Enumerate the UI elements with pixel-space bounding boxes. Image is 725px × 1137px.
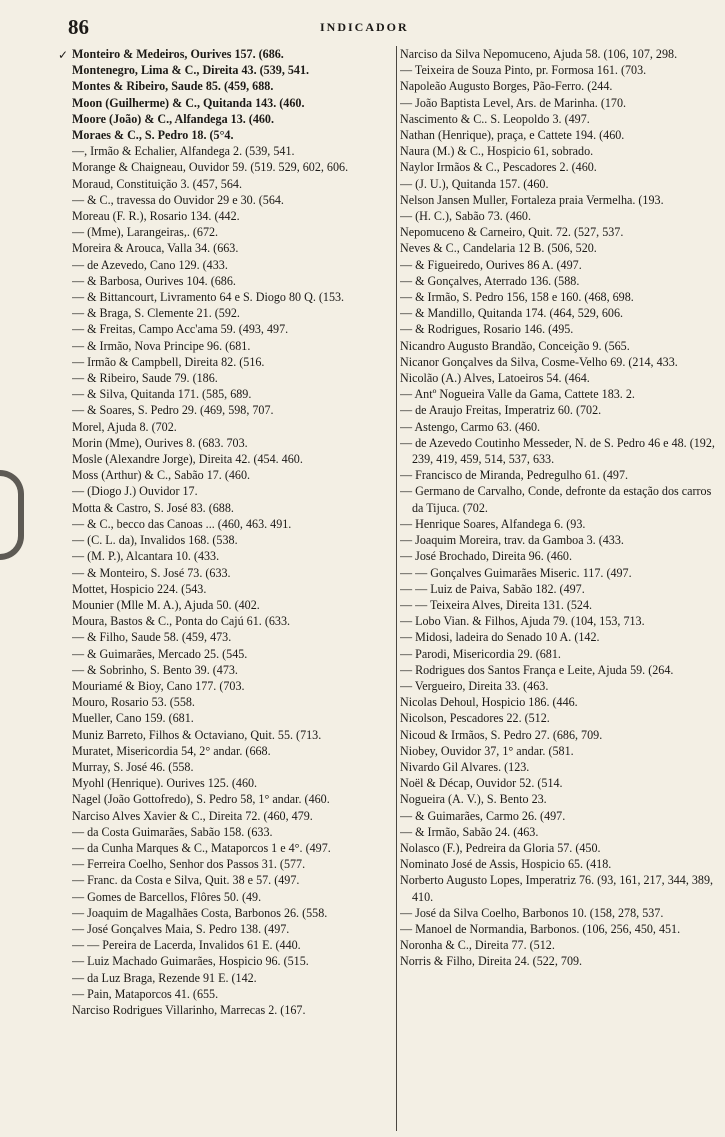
directory-entry: Moreira & Arouca, Valla 34. (663. [72,241,239,256]
directory-entry: — & Guimarães, Carmo 26. (497. [400,808,566,823]
directory-entry: — da Costa Guimarães, Sabão 158. (633. [72,824,273,839]
directory-entry: — & Monteiro, S. José 73. (633. [72,565,231,580]
directory-entry: Neves & C., Candelaria 12 B. (506, 520. [400,241,597,256]
directory-entry: Montenegro, Lima & C., Direita 43. (539, 541. [72,63,310,78]
directory-entry: Nicanor Gonçalves da Silva, Cosme-Velho 69. (214, 433. [400,354,678,369]
directory-column-left [72,46,394,1131]
directory-entry: — Luiz Machado Guimarães, Hospicio 96. (515. [72,954,309,969]
directory-entry: — & C., becco das Canoas ... (460, 463. 491. [72,516,292,531]
directory-entry: — Parodi, Misericordia 29. (681. [400,646,561,661]
directory-entry: Muniz Barreto, Filhos & Octaviano, Quit. 55. (713. [72,727,322,742]
directory-entry: Nivardo Gil Alvares. (123. [400,759,530,774]
directory-entry: — Midosi, ladeira do Senado 10 A. (142. [400,630,600,645]
directory-entry: Monteiro & Medeiros, Ourives 157. (686. [72,47,284,61]
directory-entry: Narciso Alves Xavier & C., Direita 72. (460, 479. [72,808,313,823]
directory-entry: — Manoel de Normandia, Barbonos. (106, 256, 450, 451. [400,921,681,936]
directory-entry: — José da Silva Coelho, Barbonos 10. (158, 278, 537. [400,905,664,920]
directory-entry: Moreau (F. R.), Rosario 134. (442. [72,209,240,224]
directory-entry: — Joaquim Moreira, trav. da Gamboa 3. (433. [400,533,624,548]
page-edge-blot [0,470,24,560]
directory-entry: — & Sobrinho, S. Bento 39. (473. [72,662,238,677]
directory-entry: Noël & Décap, Ouvidor 52. (514. [400,776,563,791]
directory-entry: Mouro, Rosario 53. (558. [72,695,195,710]
directory-entry: Mouriamé & Bioy, Cano 177. (703. [72,678,245,693]
directory-entry: — & Gonçalves, Aterrado 136. (588. [400,273,580,288]
directory-entry: — & Barbosa, Ourives 104. (686. [72,273,236,288]
directory-entry: Moore (João) & C., Alfandega 13. (460. [72,111,274,126]
directory-entry: — João Baptista Level, Ars. de Marinha. (170. [400,95,627,110]
directory-entry: Nelson Jansen Muller, Fortaleza praia Vermelha. (193. [400,192,664,207]
directory-entry: — da Luz Braga, Rezende 91 E. (142. [72,970,257,985]
directory-entry: Morel, Ajuda 8. (702. [72,419,177,434]
directory-entry: — da Cunha Marques & C., Mataporcos 1 e 4°. (497. [72,840,331,855]
directory-entry: Narciso da Silva Nepomuceno, Ajuda 58. (106, 107, 298. [400,47,678,61]
directory-entry: Nicolson, Pescadores 22. (512. [400,711,550,726]
directory-entry: — & Bittancourt, Livramento 64 e S. Diogo 80 Q. (153. [72,290,345,305]
page-header [0,14,725,40]
directory-entry: Nicandro Augusto Brandão, Conceição 9. (565. [400,338,630,353]
directory-entry: — & Mandillo, Quitanda 174. (464, 529, 606. [400,306,624,321]
directory-entry: — Antº Nogueira Valle da Gama, Cattete 183. 2. [400,387,635,402]
directory-entry: — de Azevedo Coutinho Messeder, N. de S. Pedro 46 e 48. (192, 239, 419, 459, 514, 537, 633. [400,435,715,467]
directory-entry: — & Irmão, S. Pedro 156, 158 e 160. (468, 698. [400,290,634,305]
directory-entry: Norris & Filho, Direita 24. (522, 709. [400,954,583,969]
directory-entry: Mounier (Mlle M. A.), Ajuda 50. (402. [72,597,260,612]
directory-entry: — Franc. da Costa e Silva, Quit. 38 e 57. (497. [72,873,300,888]
directory-entry: — & Braga, S. Clemente 21. (592. [72,306,240,321]
column-divider [396,46,397,1131]
directory-entry: — Lobo Vian. & Filhos, Ajuda 79. (104, 153, 713. [400,614,645,629]
directory-entry: — & Irmão, Nova Principe 96. (681. [72,338,251,353]
margin-tick-mark: ✓ [58,48,69,62]
directory-entry: Norberto Augusto Lopes, Imperatriz 76. (93, 161, 217, 344, 389, 410. [400,873,714,904]
directory-entry: — & Figueiredo, Ourives 86 A. (497. [400,257,582,272]
directory-entry: — José Brochado, Direita 96. (460. [400,549,572,564]
directory-entry: — José Gonçalves Maia, S. Pedro 138. (497. [72,921,290,936]
directory-entry: Mosle (Alexandre Jorge), Direita 42. (454. 460. [72,452,303,467]
directory-entry: — (C. L. da), Invalidos 168. (538. [72,533,238,548]
directory-entry: Nepomuceno & Carneiro, Quit. 72. (527, 537. [400,225,624,240]
directory-entry: Naura (M.) & C., Hospicio 61, sobrado. [400,144,594,159]
directory-entry: — Rodrigues dos Santos França e Leite, Ajuda 59. (264. [400,662,674,677]
directory-entry: — Gomes de Barcellos, Flôres 50. (49. [72,889,262,904]
directory-entry: — & Silva, Quitanda 171. (585, 689. [72,387,252,402]
directory-entry: Motta & Castro, S. José 83. (688. [72,500,234,515]
directory-entry: Nicoud & Irmãos, S. Pedro 27. (686, 709. [400,727,603,742]
directory-entry: Nicolas Dehoul, Hospicio 186. (446. [400,695,578,710]
directory-entry: Nolasco (F.), Pedreira da Gloria 57. (450. [400,840,601,855]
page-number: 86 [68,15,89,39]
directory-entry: — & Rodrigues, Rosario 146. (495. [400,322,574,337]
directory-entry: — Ferreira Coelho, Senhor dos Passos 31. (577. [72,857,306,872]
directory-entry: — (Mme), Larangeiras,. (672. [72,225,219,240]
directory-entry: — Teixeira de Souza Pinto, pr. Formosa 161. (703. [400,63,647,78]
running-title: INDICADOR [320,20,409,34]
directory-entry: Moraud, Constituição 3. (457, 564. [72,176,242,191]
directory-entry: Muratet, Misericordia 54, 2° andar. (668. [72,743,271,758]
directory-entry: — & Irmão, Sabão 24. (463. [400,824,539,839]
directory-entry: Niobey, Ouvidor 37, 1° andar. (581. [400,743,574,758]
directory-entry: Morange & Chaigneau, Ouvidor 59. (519. 529, 602, 606. [72,160,349,175]
directory-entry: — & Freitas, Campo Acc'ama 59. (493, 497. [72,322,289,337]
directory-entry: — & Filho, Saude 58. (459, 473. [72,630,232,645]
directory-entry: — — Gonçalves Guimarães Miseric. 117. (497. [400,565,632,580]
directory-entry: Montes & Ribeiro, Saude 85. (459, 688. [72,79,274,94]
directory-entry: Nominato José de Assis, Hospicio 65. (418. [400,857,612,872]
directory-entry: — Germano de Carvalho, Conde, defronte da estação dos carros da Tijuca. (702. [400,484,712,515]
directory-entry: Moon (Guilherme) & C., Quitanda 143. (460. [72,95,305,110]
directory-entry: Mottet, Hospicio 224. (543. [72,581,207,596]
directory-entry: Moss (Arthur) & C., Sabão 17. (460. [72,468,251,483]
directory-entry: Nagel (João Gottofredo), S. Pedro 58, 1° andar. (460. [72,792,330,807]
directory-entry: Narciso Rodrigues Villarinho, Marrecas 2. (167. [72,1002,306,1017]
directory-entry: — de Araujo Freitas, Imperatriz 60. (702. [400,403,602,418]
directory-entry: Nathan (Henrique), praça, e Cattete 194. (460. [400,128,625,143]
directory-entry: — & Ribeiro, Saude 79. (186. [72,371,218,386]
directory-entry: — (J. U.), Quitanda 157. (460. [400,176,549,191]
directory-entry: — (Diogo J.) Ouvidor 17. [72,484,198,499]
directory-entry: — & Guimarães, Mercado 25. (545. [72,646,248,661]
directory-entry: Mueller, Cano 159. (681. [72,711,194,726]
directory-entry: — Pain, Mataporcos 41. (655. [72,986,219,1001]
directory-column-right [400,46,723,1131]
directory-entry: Noronha & C., Direita 77. (512. [400,938,555,953]
directory-entry: — — Luiz de Paiva, Sabão 182. (497. [400,581,585,596]
directory-entry: — (H. C.), Sabão 73. (460. [400,209,531,224]
directory-entry: — Henrique Soares, Alfandega 6. (93. [400,516,586,531]
directory-entry: Myohl (Henrique). Ourives 125. (460. [72,776,258,791]
directory-entry: Nascimento & C.. S. Leopoldo 3. (497. [400,111,590,126]
directory-entry: — Francisco de Miranda, Pedregulho 61. (497. [400,468,629,483]
directory-entry: Nicolão (A.) Alves, Latoeiros 54. (464. [400,371,590,386]
directory-entry: Morin (Mme), Ourives 8. (683. 703. [72,435,248,450]
directory-entry: — — Teixeira Alves, Direita 131. (524. [400,597,593,612]
directory-entry: Nogueira (A. V.), S. Bento 23. [400,792,547,807]
directory-entry: Moura, Bastos & C., Ponta do Cajú 61. (633. [72,614,291,629]
directory-entry: — de Azevedo, Cano 129. (433. [72,257,228,272]
directory-entry: —, Irmão & Echalier, Alfandega 2. (539, 541. [72,144,295,159]
directory-entry: Napoleão Augusto Borges, Pão-Ferro. (244. [400,79,613,94]
directory-entry: — Vergueiro, Direita 33. (463. [400,678,549,693]
directory-entry: Murray, S. José 46. (558. [72,759,194,774]
directory-entry: — Astengo, Carmo 63. (460. [400,419,541,434]
directory-entry: Naylor Irmãos & C., Pescadores 2. (460. [400,160,597,175]
directory-entry: Moraes & C., S. Pedro 18. (5°4. [72,128,234,143]
directory-entry: — (M. P.), Alcantara 10. (433. [72,549,220,564]
directory-entry: — Joaquim de Magalhães Costa, Barbonos 26. (558. [72,905,328,920]
directory-entry: — & C., travessa do Ouvidor 29 e 30. (564. [72,192,284,207]
directory-entry: — & Soares, S. Pedro 29. (469, 598, 707. [72,403,274,418]
directory-entry: — — Pereira de Lacerda, Invalidos 61 E. (440. [72,938,301,953]
directory-entry: — Irmão & Campbell, Direita 82. (516. [72,354,265,369]
